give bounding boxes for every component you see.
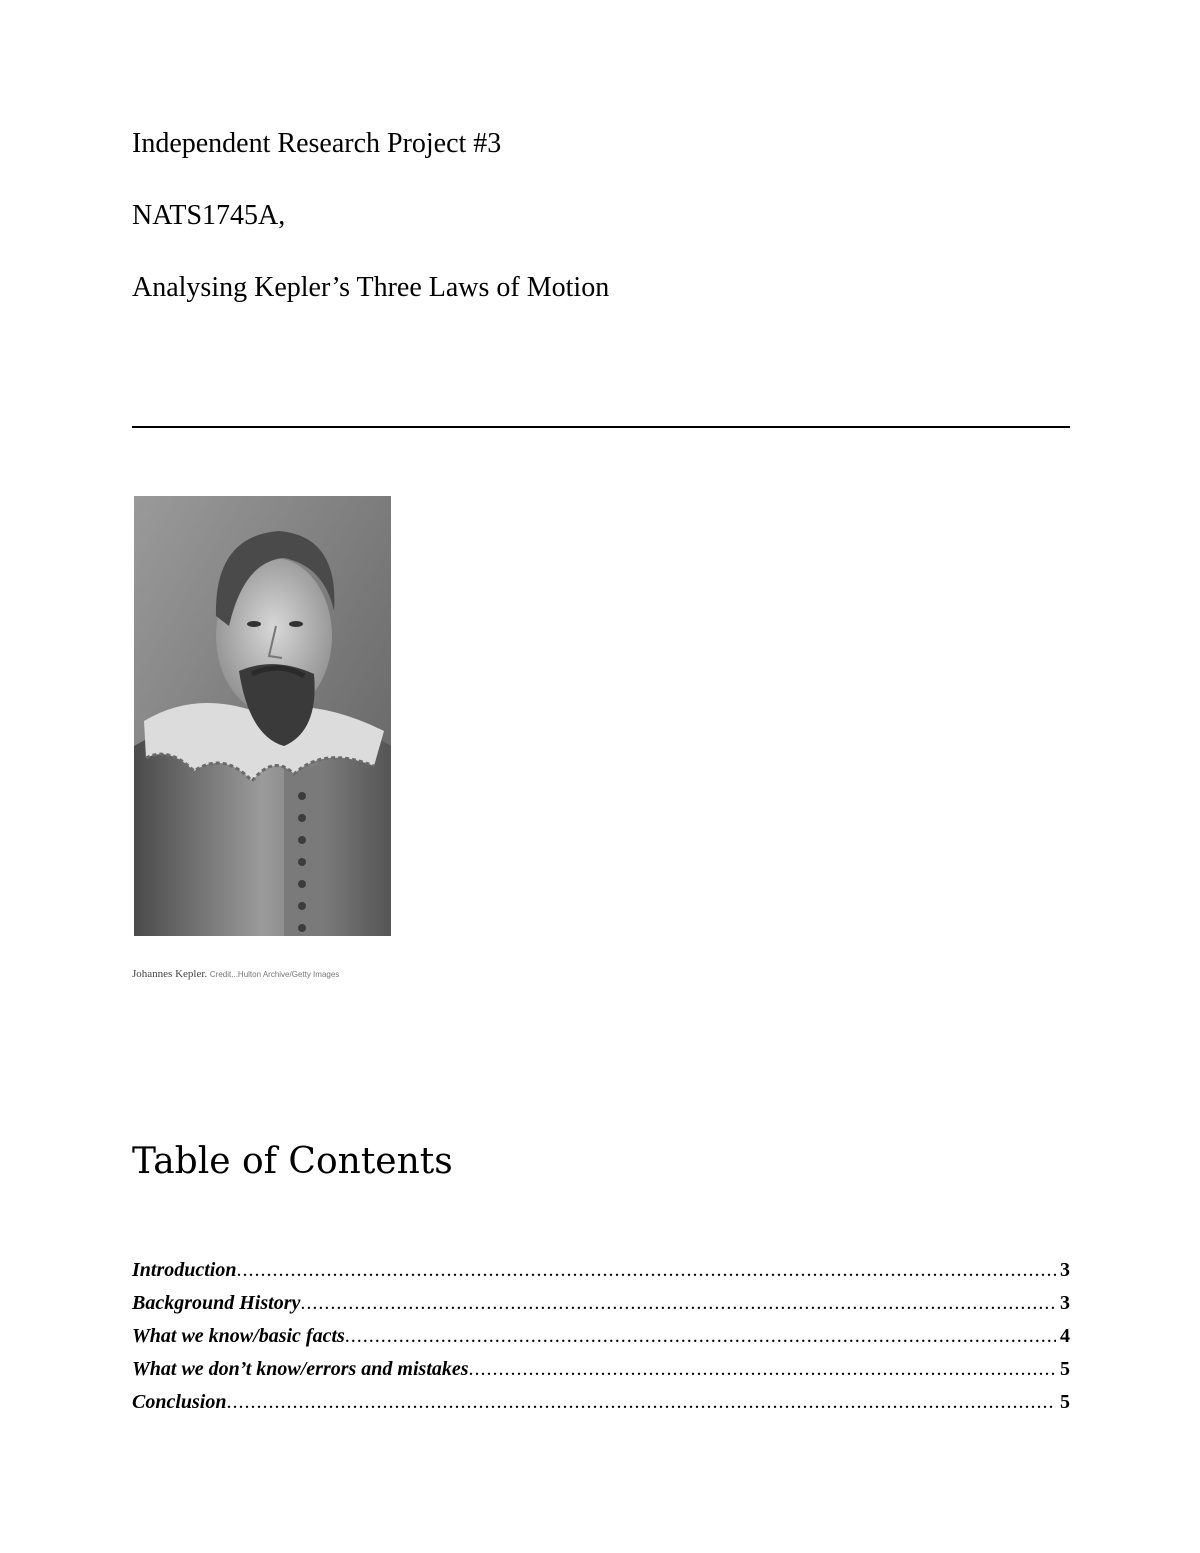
toc-entry-label: Conclusion — [132, 1391, 227, 1413]
toc-leader-dots — [345, 1324, 1056, 1348]
toc-entry[interactable] — [132, 1291, 1070, 1324]
toc-entry-label: What we know/basic facts — [132, 1325, 345, 1347]
caption-credit: Credit...Hulton Archive/Getty Images — [209, 970, 340, 979]
toc-entry-page: 3 — [1060, 1259, 1070, 1281]
table-of-contents — [132, 1258, 1070, 1423]
project-topic: Analysing Kepler’s Three Laws of Motion — [132, 272, 610, 303]
toc-entry-page: 3 — [1060, 1292, 1070, 1314]
course-code: NATS1745A, — [132, 200, 286, 231]
horizontal-divider — [132, 426, 1070, 428]
toc-entry-page: 5 — [1060, 1391, 1070, 1413]
toc-entry-page: 4 — [1060, 1325, 1070, 1347]
caption-name: Johannes Kepler. — [132, 968, 208, 980]
toc-entry[interactable] — [132, 1390, 1070, 1423]
image-caption — [132, 968, 339, 980]
toc-leader-dots — [300, 1291, 1056, 1315]
kepler-portrait-image — [134, 496, 391, 936]
toc-entry-label: Background History — [132, 1292, 301, 1314]
toc-entry-label: Introduction — [132, 1259, 237, 1281]
toc-leader-dots — [226, 1390, 1056, 1414]
project-title: Independent Research Project #3 — [132, 128, 502, 159]
toc-entry-page: 5 — [1060, 1358, 1070, 1380]
toc-entry[interactable] — [132, 1357, 1070, 1390]
toc-entry[interactable] — [132, 1258, 1070, 1291]
toc-entry[interactable] — [132, 1324, 1070, 1357]
toc-heading: Table of Contents — [132, 1141, 453, 1182]
toc-leader-dots — [236, 1258, 1056, 1282]
toc-entry-label: What we don’t know/errors and mistakes — [132, 1358, 469, 1380]
toc-leader-dots — [469, 1357, 1056, 1381]
